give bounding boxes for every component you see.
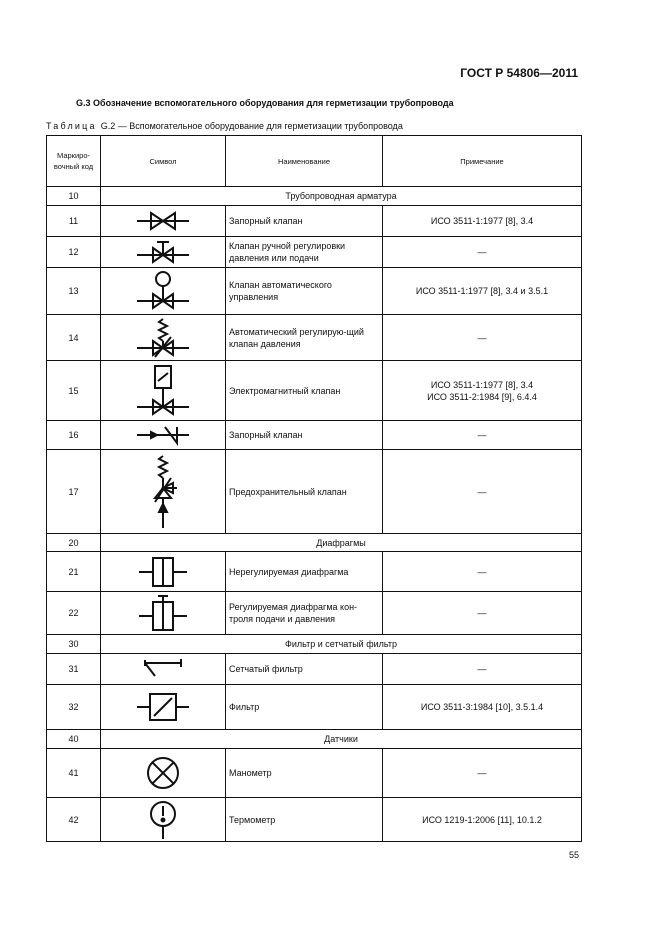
row-name: Регулируемая диафрагма кон-троля подачи и давления — [226, 592, 383, 635]
header-code: Маркиро-вочный код — [47, 136, 101, 187]
row-note: — — [383, 654, 582, 685]
solenoid-valve-icon — [133, 364, 193, 418]
equipment-table — [46, 135, 582, 842]
row-note: ИСО 3511-3:1984 [10], 3.5.1.4 — [383, 685, 582, 730]
table-caption — [46, 121, 403, 131]
table-row — [47, 552, 582, 592]
table-caption-text: G.2 — Вспомогательное оборудование для герметизации трубопровода — [100, 121, 403, 131]
group-title: Фильтр и сетчатый фильтр — [101, 635, 582, 654]
row-note: — — [383, 421, 582, 450]
symbol-cell — [101, 315, 226, 361]
table-row — [47, 654, 582, 685]
group-title: Диафрагмы — [101, 534, 582, 552]
symbol-cell — [101, 685, 226, 730]
row-note: — — [383, 592, 582, 635]
section-title: G.3 Обозначение вспомогательного оборудования для герметизации трубопровода — [76, 98, 454, 108]
table-row — [47, 315, 582, 361]
group-title: Трубопроводная арматура — [101, 187, 582, 206]
table-row — [47, 450, 582, 534]
table-row — [47, 749, 582, 798]
symbol-cell — [101, 206, 226, 237]
symbol-cell — [101, 268, 226, 315]
row-code: 16 — [47, 421, 101, 450]
fixed-orifice-icon — [133, 555, 193, 589]
row-name: Запорный клапан — [226, 421, 383, 450]
row-code: 20 — [47, 534, 101, 552]
table-row — [47, 798, 582, 842]
group-title: Датчики — [101, 730, 582, 749]
row-note: ИСО 1219-1:2006 [11], 10.1.2 — [383, 798, 582, 842]
table-row — [47, 685, 582, 730]
standard-designation: ГОСТ Р 54806—2011 — [460, 66, 578, 80]
row-name: Термометр — [226, 798, 383, 842]
symbol-cell — [101, 421, 226, 450]
row-note: — — [383, 237, 582, 268]
row-code: 21 — [47, 552, 101, 592]
row-note-line: ИСО 3511-1:1977 [8], 3.4 — [430, 379, 534, 390]
symbol-cell — [101, 361, 226, 421]
row-note: — — [383, 552, 582, 592]
manual-valve-icon — [133, 239, 193, 265]
row-code: 10 — [47, 187, 101, 206]
row-code: 41 — [47, 749, 101, 798]
symbol-cell — [101, 237, 226, 268]
table-group-row — [47, 534, 582, 552]
symbol-cell — [101, 798, 226, 842]
header-note: Примечание — [383, 136, 582, 187]
row-note: ИСО 3511-1:1977 [8], 3.4 и 3.5.1 — [383, 268, 582, 315]
pressure-gauge-icon — [133, 754, 193, 792]
row-code: 31 — [47, 654, 101, 685]
table-row — [47, 421, 582, 450]
pressure-regulating-valve-icon — [133, 317, 193, 359]
row-name: Автоматический регулирую-щий клапан давления — [226, 315, 383, 361]
table-row — [47, 206, 582, 237]
check-valve-icon — [133, 425, 193, 445]
table-row — [47, 361, 582, 421]
symbol-cell — [101, 654, 226, 685]
row-name: Запорный клапан — [226, 206, 383, 237]
row-name: Предохранительный клапан — [226, 450, 383, 534]
row-name: Клапан автоматического управления — [226, 268, 383, 315]
row-code: 32 — [47, 685, 101, 730]
row-code: 15 — [47, 361, 101, 421]
table-caption-label: Таблица — [46, 121, 97, 131]
row-name: Манометр — [226, 749, 383, 798]
row-code: 13 — [47, 268, 101, 315]
row-code: 22 — [47, 592, 101, 635]
adjustable-orifice-icon — [133, 593, 193, 633]
table-row — [47, 592, 582, 635]
auto-valve-icon — [133, 270, 193, 312]
table-header-row — [47, 136, 582, 187]
row-code: 17 — [47, 450, 101, 534]
row-code: 42 — [47, 798, 101, 842]
row-name: Сетчатый фильтр — [226, 654, 383, 685]
row-code: 40 — [47, 730, 101, 749]
row-name: Фильтр — [226, 685, 383, 730]
row-code: 14 — [47, 315, 101, 361]
row-name: Нерегулируемая диафрагма — [226, 552, 383, 592]
table-group-row — [47, 635, 582, 654]
row-name: Электромагнитный клапан — [226, 361, 383, 421]
symbol-cell — [101, 552, 226, 592]
safety-valve-icon — [133, 454, 193, 530]
row-code: 12 — [47, 237, 101, 268]
symbol-cell — [101, 592, 226, 635]
table-group-row — [47, 187, 582, 206]
thermometer-icon — [133, 800, 193, 840]
table-row — [47, 268, 582, 315]
strainer-icon — [133, 658, 193, 680]
row-note — [383, 361, 582, 421]
row-note-line: ИСО 3511-2:1984 [9], 6.4.4 — [427, 391, 537, 402]
table-row — [47, 237, 582, 268]
filter-icon — [133, 690, 193, 724]
row-note: ИСО 3511-1:1977 [8], 3.4 — [383, 206, 582, 237]
row-code: 30 — [47, 635, 101, 654]
row-code: 11 — [47, 206, 101, 237]
header-name: Наименование — [226, 136, 383, 187]
table-group-row — [47, 730, 582, 749]
gate-valve-icon — [133, 210, 193, 232]
header-symbol: Символ — [101, 136, 226, 187]
page-number: 55 — [568, 850, 579, 860]
row-note: — — [383, 450, 582, 534]
symbol-cell — [101, 749, 226, 798]
row-name: Клапан ручной регулировки давления или подачи — [226, 237, 383, 268]
row-note: — — [383, 749, 582, 798]
row-note: — — [383, 315, 582, 361]
symbol-cell — [101, 450, 226, 534]
